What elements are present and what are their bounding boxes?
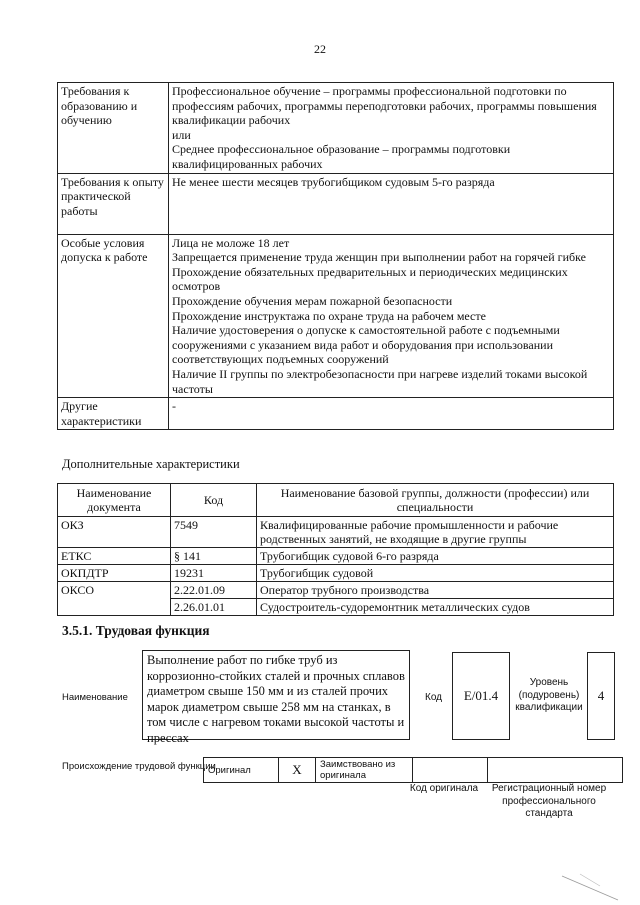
table-row [58,398,614,430]
original-cell: Оригинал [204,758,279,783]
table-row [58,83,614,174]
name-label: Наименование [62,692,128,703]
corner-stroke-mark [560,872,620,902]
table-row [58,565,614,582]
row-label: Другие характеристики [58,398,169,430]
section-title: 3.5.1. Трудовая функция [62,623,210,638]
content-line: Не менее шести месяцев трубогибщиком судовым 5-го разряда [172,174,495,189]
original-code-caption: Код оригинала [409,783,479,794]
content-line: Запрещается применение труда женщин при выполнении работ на горячей гибке [172,250,586,265]
name-cell: Судостроитель-судоремонтник металлических судов [257,599,614,616]
table-row [204,758,623,783]
reg-number-cell [488,758,623,783]
table-row [58,582,614,599]
doc-cell: ОКЗ [58,517,171,548]
code-cell: 2.22.01.09 [171,582,257,599]
name-cell: Квалифицированные рабочие промышленности и рабочие родственных занятий, не входящие в другие группы [257,517,614,548]
row-content [169,234,614,398]
row-content [169,173,614,234]
row-content [169,398,614,430]
name-cell: Трубогибщик судовой 6-го разряда [257,548,614,565]
content-line: Прохождение инструктажа по охране труда на рабочем месте [172,308,486,323]
table-header-row [58,484,614,517]
content-line: или [172,127,191,142]
content-line: - [172,399,176,414]
table-row [58,517,614,548]
table-row [58,173,614,234]
additional-table [57,483,614,616]
borrowed-cell: Заимствовано из оригинала [316,758,413,783]
content-line: Среднее профессиональное образование – программы подготовки квалифицированных рабочих [172,142,511,171]
page-number: 22 [314,42,326,56]
content-line: Лица не моложе 18 лет [172,235,290,250]
row-label: Требования к образованию и обучению [58,83,169,174]
content-line: Прохождение обязательных предварительных и периодических медицинских осмотров [172,264,568,294]
code-label: Код [425,692,443,703]
row-label: Особые условия допуска к работе [58,234,169,398]
origin-table [203,757,623,783]
level-label: Уровень (подуровень) квалификации [515,677,583,713]
code-cell: 19231 [171,565,257,582]
code-cell: § 141 [171,548,257,565]
level-box: 4 [587,652,615,740]
row-label: Требования к опыту практической работы [58,173,169,234]
function-name-box: Выполнение работ по гибке труб из коррозионно-стойких сталей и прочных сплавов диаметром свыше 150 мм и из сталей прочих марок диаметром свыше 258 мм на станках, в том числе с нагревом токами высокой частоты и прессах [142,650,410,740]
code-cell: 2.26.01.01 [171,599,257,616]
content-line: Прохождение обучения мерам пожарной безопасности [172,293,453,308]
doc-cell: ЕТКС [58,548,171,565]
row-content [169,83,614,174]
name-cell: Оператор трубного производства [257,582,614,599]
function-code-box: E/01.4 [452,652,510,740]
additional-caption: Дополнительные характеристики [62,457,240,471]
table-row [58,548,614,565]
original-code-cell [413,758,488,783]
reg-number-caption: Регистрационный номер профессионального стандарта [491,783,607,819]
content-line: Наличие удостоверения о допуске к самостоятельной работе с подъемными сооружениями с указанием вида работ и оборудования при использовании соответствующих подъемных сооружений [172,323,560,367]
content-line: Наличие II группы по электробезопасности при нагреве изделий токами высокой частоты [172,366,588,396]
original-mark: X [279,758,316,783]
doc-cell: ОКПДТР [58,565,171,582]
doc-cell: ОКСО [58,582,171,616]
name-cell: Трубогибщик судовой [257,565,614,582]
code-cell: 7549 [171,517,257,548]
requirements-table [57,82,614,430]
table-row [58,234,614,398]
content-line: Профессиональное обучение – программы профессиональной подготовки по профессиям рабочих, программы переподготовки рабочих, программы повышения квалификации рабочих [172,84,597,128]
column-header: Наименование базовой группы, должности (профессии) или специальности [257,484,614,517]
origin-label: Происхождение трудовой функции [62,761,216,772]
column-header: Код [171,484,257,517]
column-header: Наименование документа [58,484,171,517]
